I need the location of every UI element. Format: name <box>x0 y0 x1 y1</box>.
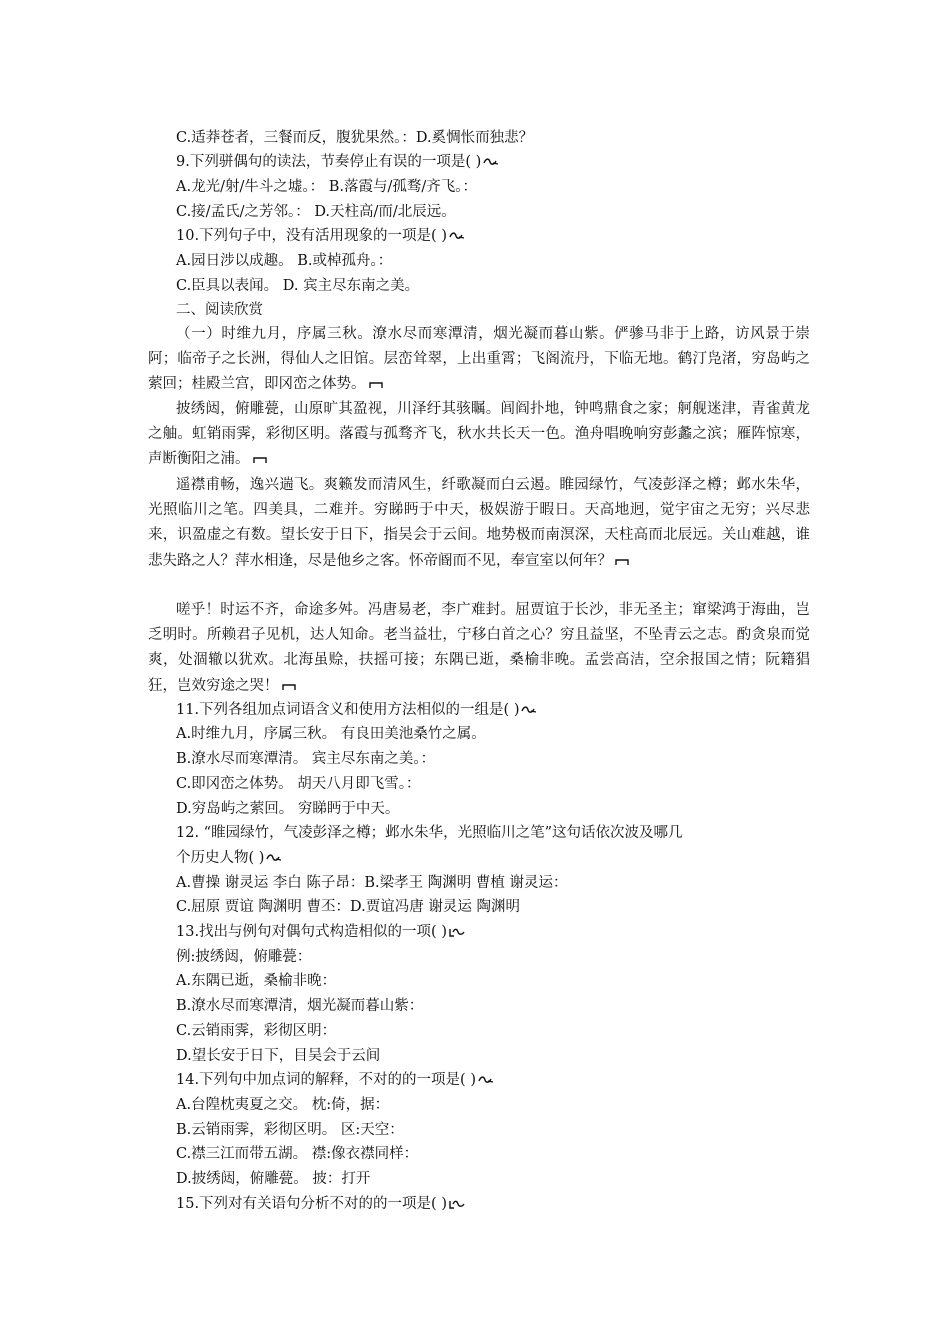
paragraph-text: 披绣闼，俯雕甍，山原旷其盈视，川泽纡其骇瞩。闾阎扑地，钟鸣鼎食之家；舸舰迷津，青雀黄龙之舳。虹销雨霁，彩彻区明。落霞与孤骛齐飞，秋水共长天一色。渔舟唱晚响穷彭蠡之滨；雁阵惊寒，声断衡阳之浦。 <box>148 401 810 468</box>
question-10 <box>176 226 465 246</box>
question-text: 10.下列句子中，没有活用现象的一项是( ) <box>176 228 447 244</box>
option-line: B.云销雨霁，彩彻区明。 区:天空： <box>176 1122 404 1138</box>
scribble-mark-icon <box>478 1075 494 1085</box>
question-text: 15.下列对有关语句分析不对的的一项是( ) <box>176 1196 447 1212</box>
scribble-mark-icon <box>449 927 465 937</box>
paragraph-text: 嗟乎！时运不齐，命途多舛。冯唐易老，李广难封。屈贾谊于长沙，非无圣主；窜梁鸿于海曲，岂乏明时。所赖君子见机，达人知命。老当益壮，宁移白首之心？穷且益坚，不坠青云之志。酌贪泉而觉爽，处涸辙以犹欢。北海虽赊，扶摇可接；东隅已逝，桑榆非晚。孟尝高洁，空余报国之情；阮籍猖狂，岂效穷途之哭！ <box>148 602 810 694</box>
reading-paragraph-1 <box>148 322 810 398</box>
option-line: C.臣具以表闻。 D. 宾主尽东南之美。 <box>176 278 420 294</box>
question-15 <box>176 1194 465 1214</box>
option-line: C.适莽苍者，三餐而反，腹犹果然。：D.奚惆怅而独悲？ <box>176 130 534 146</box>
option-line: B.潦水尽而寒潭清，烟光凝而暮山紫： <box>176 998 424 1014</box>
option-line: A.龙光/射/牛斗之墟。： B.落霞与/孤骛/齐飞。： <box>176 179 477 195</box>
bracket-mark-icon <box>614 556 630 566</box>
bracket-mark-icon <box>368 379 384 389</box>
option-line: C.接/孟氏/之芳邻。： D.天柱高/而/北辰远。 <box>176 204 456 220</box>
option-line: C.云销雨霁，彩彻区明： <box>176 1023 337 1039</box>
scribble-mark-icon <box>449 1199 465 1209</box>
option-line: D.披绣闼，俯雕甍。 披：打开 <box>176 1171 371 1187</box>
option-line: C.即冈峦之体势。 胡天八月即飞雪。： <box>176 776 421 792</box>
question-text: 个历史人物( ) <box>176 850 265 866</box>
question-12: 12. “睢园绿竹，气凌彭泽之樽；邺水朱华，光照临川之笔”这句话依次波及哪几 <box>176 825 683 841</box>
question-11 <box>176 700 537 720</box>
example-line: 例:披绣闼，俯雕甍： <box>176 949 312 965</box>
option-line: B.潦水尽而寒潭清。 宾主尽东南之美。： <box>176 751 436 767</box>
paragraph-text: 遥襟甫畅，逸兴遄飞。爽籁发而清风生，纤歌凝而白云遏。睢园绿竹，气凌彭泽之樽；邺水朱华，光照临川之笔。四美具，二难并。穷睇眄于中天，极娱游于暇日。天高地迥，觉宇宙之无穷；兴尽悲来，识盈虚之有数。望长安于日下，指吴会于云间。地势极而南溟深，天柱高而北辰远。关山难越，谁悲失路之人？萍水相逢，尽是他乡之客。怀帝阍而不见，奉宣室以何年？ <box>148 477 810 569</box>
paragraph-text: （一）时维九月，序属三秋。潦水尽而寒潭清，烟光凝而暮山紫。俨骖马非于上路，访风景于崇阿；临帝子之长洲，得仙人之旧馆。层峦耸翠，上出重霄；飞阁流丹，下临无地。鹤汀凫渚，穷岛屿之萦回；桂殿兰宫，即冈峦之体势。 <box>148 326 810 393</box>
option-line: D.望长安于日下，目吴会于云间 <box>176 1048 381 1064</box>
question-14 <box>176 1070 494 1090</box>
scribble-mark-icon <box>449 231 465 241</box>
scribble-mark-icon <box>483 157 499 167</box>
option-line: C.襟三江而带五湖。 襟:像衣襟同样： <box>176 1146 419 1162</box>
question-text: 9.下列骈偶句的读法，节奏停止有误的一项是( ) <box>176 154 482 170</box>
scribble-mark-icon <box>521 705 537 715</box>
question-12-cont <box>176 848 282 868</box>
option-line: D.穷岛屿之萦回。 穷睇眄于中天。 <box>176 801 400 817</box>
question-9 <box>176 152 499 172</box>
option-line: C.屈原 贾谊 陶渊明 曹丕：D.贾谊冯唐 谢灵运 陶渊明 <box>176 899 520 915</box>
option-line: A.台隍枕夷夏之交。 枕:倚，据： <box>176 1097 390 1113</box>
scribble-mark-icon <box>266 853 282 863</box>
option-line: A.曹操 谢灵运 李白 陈子昂：B.梁孝王 陶渊明 曹植 谢灵运： <box>176 875 568 891</box>
question-13 <box>176 922 465 942</box>
reading-paragraph-3 <box>148 473 810 574</box>
reading-paragraph-4 <box>148 598 810 699</box>
option-line: A.时维九月，序属三秋。 有良田美池桑竹之属。 <box>176 726 486 742</box>
question-text: 13.找出与例句对偶句式构造相似的一项( ) <box>176 924 447 940</box>
section-heading: 二、阅读欣赏 <box>176 302 263 318</box>
bracket-mark-icon <box>281 681 297 691</box>
option-line: A.园日涉以成趣。 B.或棹孤舟。： <box>176 253 393 269</box>
question-text: 14.下列句中加点词的解释，不对的的一项是( ) <box>176 1072 476 1088</box>
option-line: A.东隅已逝，桑榆非晚： <box>176 973 337 989</box>
bracket-mark-icon <box>252 454 268 464</box>
question-text: 11.下列各组加点词语含义和使用方法相似的一组是( ) <box>176 702 520 718</box>
reading-paragraph-2 <box>148 397 810 473</box>
